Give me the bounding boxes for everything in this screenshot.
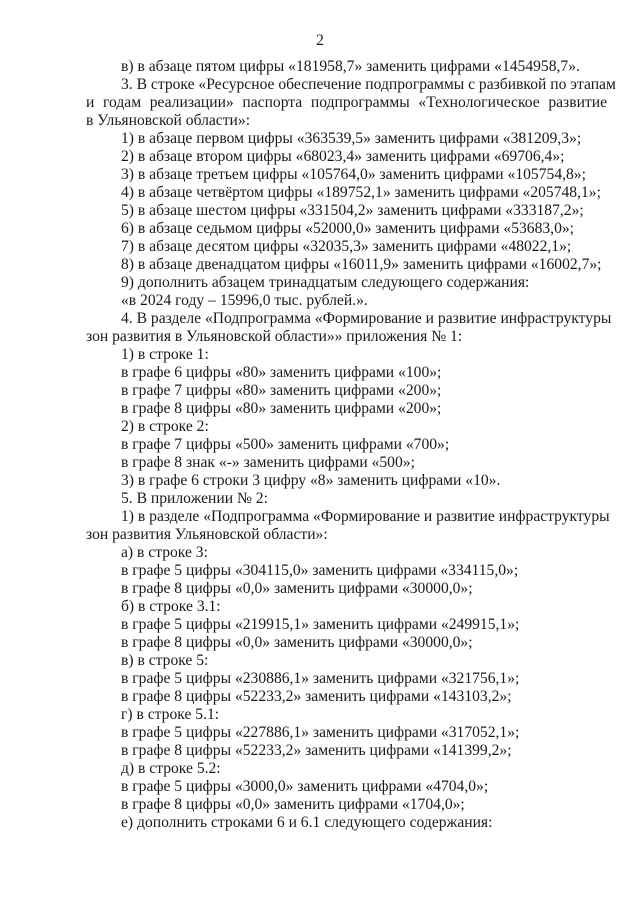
text-line: 3) в графе 6 строки 3 цифру «8» заменить цифрами «10».: [121, 472, 501, 489]
text-line: 4. В разделе «Подпрограмма «Формирование и развитие инфраструктуры: [121, 310, 612, 327]
text-line: в графе 8 цифры «52233,2» заменить цифрами «143103,2»;: [121, 688, 512, 705]
text-line: в графе 6 цифры «80» заменить цифрами «100»;: [121, 364, 442, 381]
text-line: в графе 8 знак «-» заменить цифрами «500»;: [121, 454, 415, 471]
text-line: 9) дополнить абзацем тринадцатым следующего содержания:: [121, 274, 530, 291]
text-line: 5. В приложении № 2:: [121, 490, 268, 507]
text-line: 3) в абзаце третьем цифры «105764,0» заменить цифрами «105754,8»;: [121, 166, 586, 183]
text-line: в Ульяновской области»:: [86, 112, 251, 129]
text-line: зон развития в Ульяновской области»» приложения № 1:: [86, 328, 463, 345]
text-line: 1) в абзаце первом цифры «363539,5» заменить цифрами «381209,3»;: [121, 130, 582, 147]
text-line: в графе 7 цифры «500» заменить цифрами «700»;: [121, 436, 450, 453]
text-line: в графе 5 цифры «304115,0» заменить цифрами «334115,0»;: [121, 562, 519, 579]
text-line: 3. В строке «Ресурсное обеспечение подпрограммы с разбивкой по этапам: [121, 76, 616, 93]
text-line: 8) в абзаце двенадцатом цифры «16011,9» заменить цифрами «16002,7»;: [121, 256, 602, 273]
text-line: 2) в строке 2:: [121, 418, 209, 435]
text-line: 4) в абзаце четвёртом цифры «189752,1» заменить цифрами «205748,1»;: [121, 184, 601, 201]
text-line: в графе 8 цифры «52233,2» заменить цифрами «141399,2»;: [121, 742, 512, 759]
text-line: в графе 7 цифры «80» заменить цифрами «200»;: [121, 382, 442, 399]
text-line: е) дополнить строками 6 и 6.1 следующего содержания:: [121, 814, 493, 831]
text-line: 6) в абзаце седьмом цифры «52000,0» заменить цифрами «53683,0»;: [121, 220, 575, 237]
text-line: в графе 5 цифры «3000,0» заменить цифрами «4704,0»;: [121, 778, 489, 795]
text-line: д) в строке 5.2:: [121, 760, 221, 777]
text-line: 5) в абзаце шестом цифры «331504,2» заменить цифрами «333187,2»;: [121, 202, 584, 219]
text-line: в графе 5 цифры «227886,1» заменить цифрами «317052,1»;: [121, 724, 520, 741]
text-line: в) в абзаце пятом цифры «181958,7» заменить цифрами «1454958,7».: [121, 58, 580, 75]
text-line: а) в строке 3:: [121, 544, 208, 561]
text-line: 1) в строке 1:: [121, 346, 209, 363]
text-line: в графе 5 цифры «230886,1» заменить цифрами «321756,1»;: [121, 670, 520, 687]
text-line: в) в строке 5:: [121, 652, 209, 669]
text-line: в графе 8 цифры «80» заменить цифрами «200»;: [121, 400, 442, 417]
text-line: и годам реализации» паспорта подпрограммы «Технологическое развитие: [86, 94, 607, 111]
text-line: в графе 8 цифры «0,0» заменить цифрами «30000,0»;: [121, 634, 473, 651]
page-number: 2: [316, 32, 324, 49]
text-line: «в 2024 году – 15996,0 тыс. рублей.».: [121, 292, 368, 309]
text-line: 7) в абзаце десятом цифры «32035,3» заменить цифрами «48022,1»;: [121, 238, 572, 255]
text-line: б) в строке 3.1:: [121, 598, 221, 615]
text-line: 1) в разделе «Подпрограмма «Формирование и развитие инфраструктуры: [121, 508, 610, 525]
text-line: г) в строке 5.1:: [121, 706, 220, 723]
text-line: 2) в абзаце втором цифры «68023,4» заменить цифрами «69706,4»;: [121, 148, 565, 165]
text-line: в графе 8 цифры «0,0» заменить цифрами «1704,0»;: [121, 796, 465, 813]
text-line: в графе 5 цифры «219915,1» заменить цифрами «249915,1»;: [121, 616, 520, 633]
text-line: зон развития Ульяновской области»:: [86, 526, 328, 543]
text-line: в графе 8 цифры «0,0» заменить цифрами «30000,0»;: [121, 580, 473, 597]
